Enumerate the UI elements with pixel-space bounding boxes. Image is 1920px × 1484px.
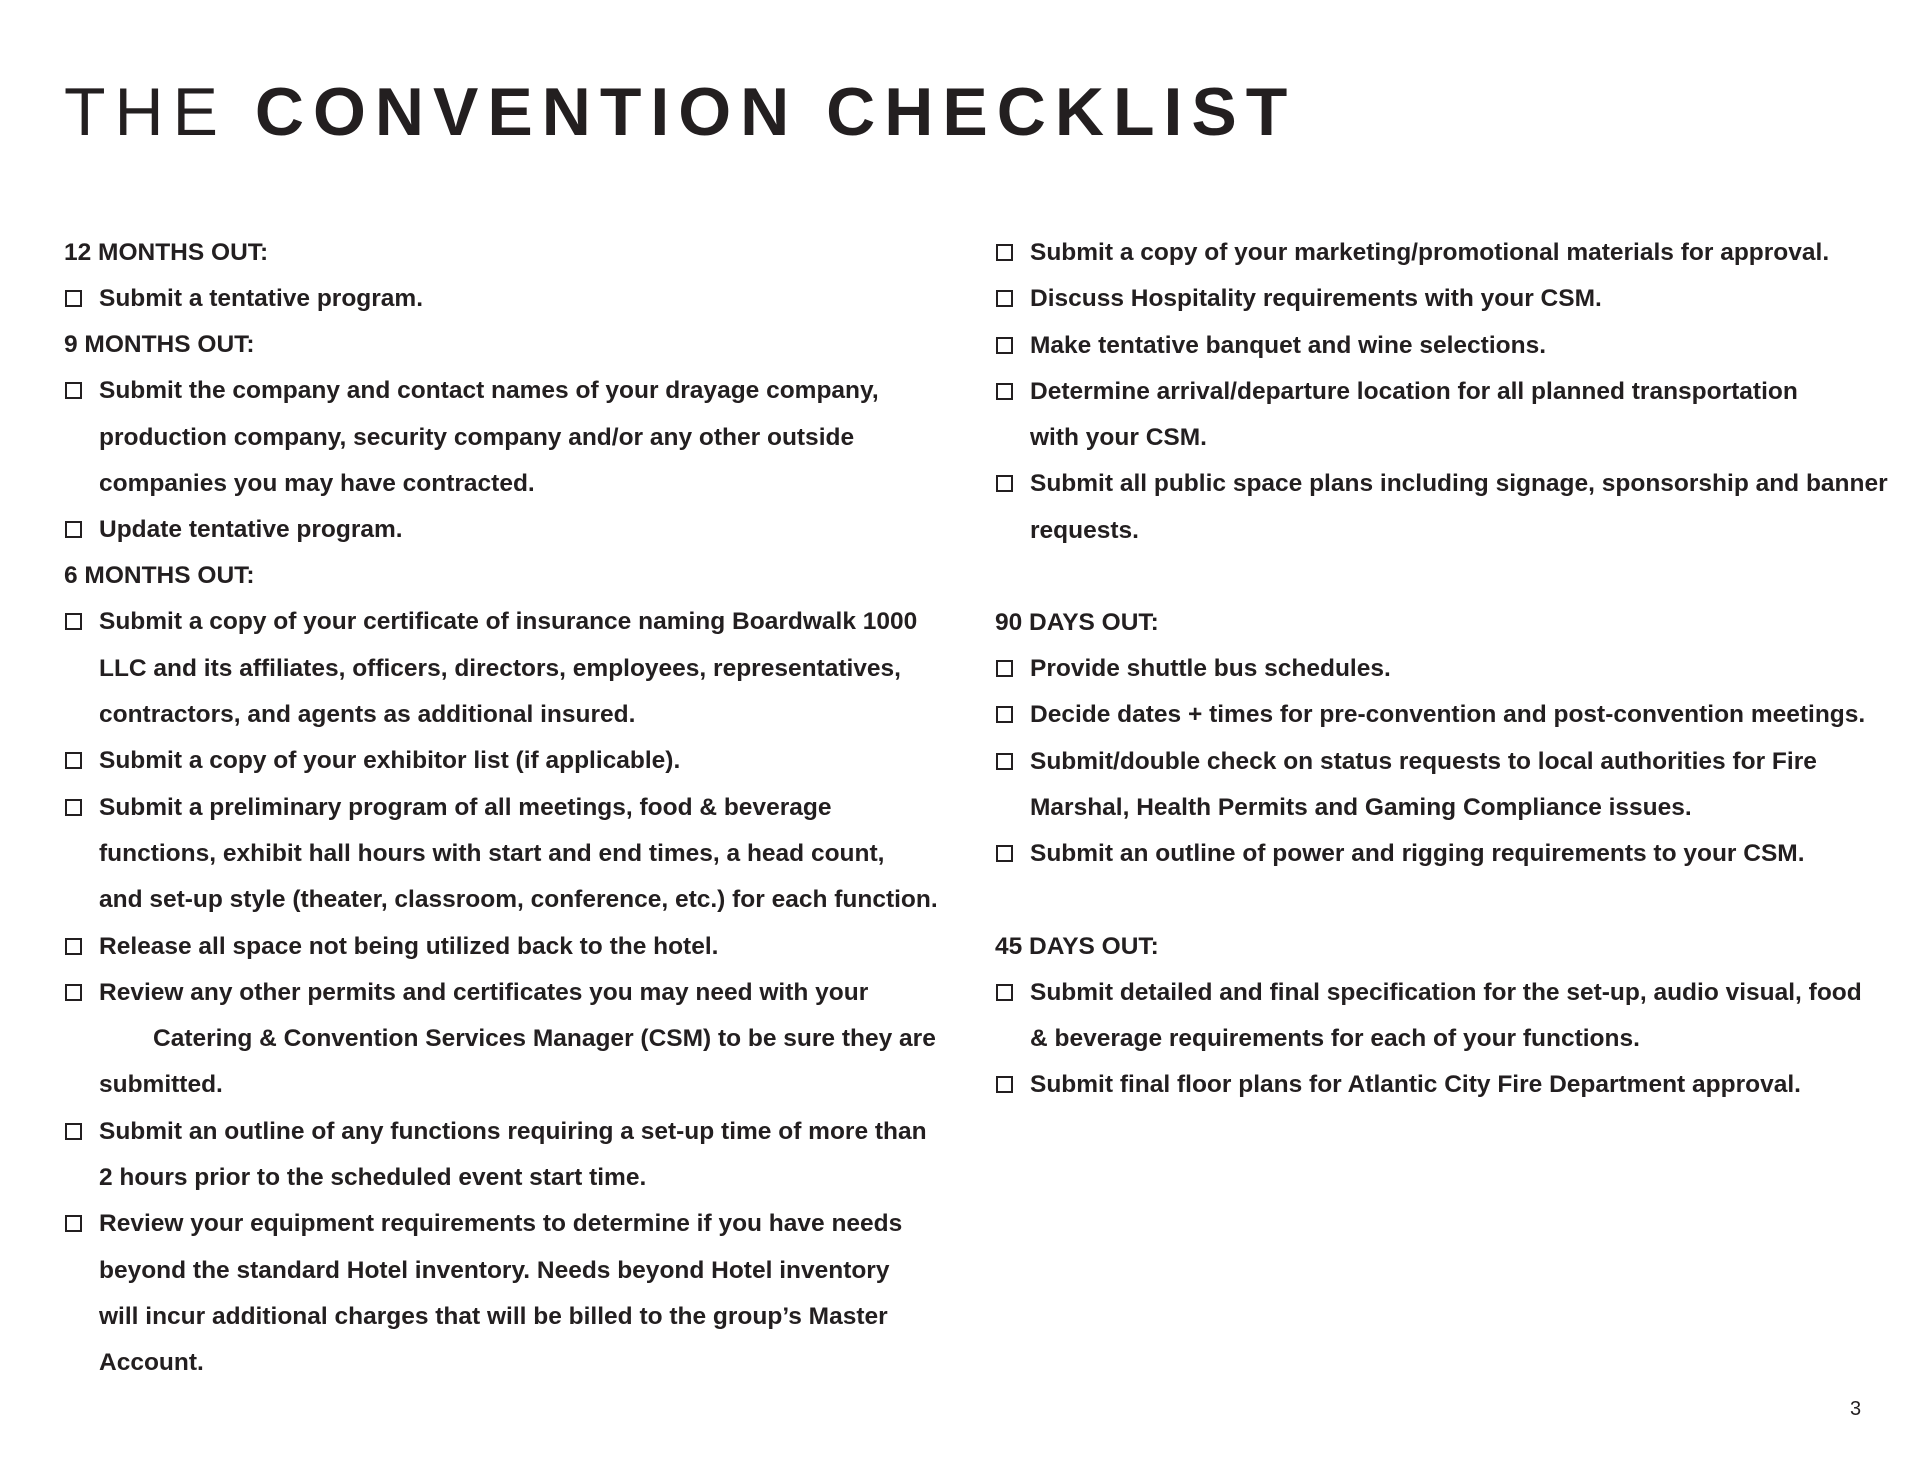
item-text: and set-up style (theater, classroom, conference, etc.) for each function. [99, 886, 938, 914]
checklist-item [995, 461, 1888, 554]
item-text: Submit/double check on status requests to local authorities for Fire [1030, 747, 1817, 775]
item-text: companies you may have contracted. [99, 469, 535, 497]
checkbox-icon[interactable] [65, 521, 82, 538]
item-text: contractors, and agents as additional insured. [99, 701, 636, 729]
checklist-item [64, 507, 944, 553]
right-column [995, 230, 1888, 1108]
checklist-item [64, 1109, 944, 1202]
checklist-item [64, 970, 944, 1109]
section-45-days [995, 924, 1875, 1109]
item-text: Account. [99, 1349, 204, 1377]
checkbox-icon[interactable] [65, 613, 82, 630]
item-text: Determine arrival/departure location for all planned transportation [1030, 377, 1798, 405]
item-text: Submit an outline of power and rigging requirements to your CSM. [1030, 840, 1805, 868]
item-text: Submit the company and contact names of your drayage company, [99, 377, 879, 405]
checkbox-icon[interactable] [996, 1076, 1013, 1093]
checklist-item [995, 970, 1875, 1063]
section-12-months [64, 230, 944, 322]
item-text: beyond the standard Hotel inventory. Needs beyond Hotel inventory [99, 1256, 890, 1284]
checklist-item [995, 369, 1875, 462]
item-text: Submit a copy of your marketing/promotional materials for approval. [1030, 239, 1830, 266]
checkbox-icon[interactable] [65, 984, 82, 1001]
section-6-months [64, 553, 944, 1386]
item-text: Submit a copy of your certificate of insurance naming Boardwalk 1000 [99, 608, 918, 636]
item-text: Make tentative banquet and wine selections. [1030, 331, 1546, 359]
item-text: Provide shuttle bus schedules. [1030, 655, 1391, 683]
spacer [995, 878, 1875, 924]
item-text: Marshal, Health Permits and Gaming Compliance issues. [1030, 793, 1692, 821]
checkbox-icon[interactable] [65, 1123, 82, 1140]
checkbox-icon[interactable] [996, 984, 1013, 1001]
item-text: Submit final floor plans for Atlantic City Fire Department approval. [1030, 1071, 1801, 1099]
checkbox-icon[interactable] [65, 938, 82, 955]
checkbox-icon[interactable] [996, 244, 1013, 261]
checkbox-icon[interactable] [65, 290, 82, 307]
page-number: 3 [1850, 1398, 1862, 1420]
checklist-item [995, 230, 1875, 276]
item-text: Decide dates + times for pre-convention and post-convention meetings. [1030, 701, 1866, 729]
checkbox-icon[interactable] [996, 753, 1013, 770]
section-heading: 90 DAYS OUT: [995, 609, 1159, 637]
item-text: Submit a copy of your exhibitor list (if applicable). [99, 747, 681, 775]
checkbox-icon[interactable] [65, 799, 82, 816]
checkbox-icon[interactable] [65, 752, 82, 769]
item-text: Submit all public space plans including signage, sponsorship and banner [1030, 470, 1888, 498]
item-text: Update tentative program. [99, 516, 403, 544]
checklist-item [995, 831, 1875, 877]
item-text: Catering & Convention Services Manager (CSM) to be sure they are [153, 1025, 936, 1053]
item-text: Submit detailed and final specification for the set-up, audio visual, food [1030, 978, 1862, 1006]
checklist-item [64, 276, 944, 322]
item-text: Discuss Hospitality requirements with your CSM. [1030, 285, 1602, 313]
item-text: 2 hours prior to the scheduled event start time. [99, 1164, 647, 1192]
checklist-item [64, 599, 944, 738]
item-text: Release all space not being utilized back to the hotel. [99, 932, 719, 960]
left-column [64, 230, 944, 1387]
checklist-item [64, 1201, 944, 1386]
checkbox-icon[interactable] [996, 290, 1013, 307]
section-9-months [64, 322, 944, 553]
section-heading: 45 DAYS OUT: [995, 932, 1159, 960]
checklist-item [64, 368, 944, 507]
checkbox-icon[interactable] [65, 1215, 82, 1232]
item-text: Review any other permits and certificates you may need with your [99, 978, 869, 1006]
checklist-item [64, 738, 944, 784]
checkbox-icon[interactable] [996, 706, 1013, 723]
checklist-item [995, 739, 1875, 832]
page-title [64, 72, 1296, 152]
item-text: & beverage requirements for each of your functions. [1030, 1024, 1640, 1052]
checklist-item [995, 323, 1875, 369]
title-light: THE [64, 74, 255, 150]
checkbox-icon[interactable] [996, 660, 1013, 677]
checkbox-icon[interactable] [65, 382, 82, 399]
section-heading: 6 MONTHS OUT: [64, 562, 255, 590]
checkbox-icon[interactable] [996, 337, 1013, 354]
section-90-days [995, 600, 1875, 877]
item-text: submitted. [99, 1071, 223, 1099]
checklist-item [995, 276, 1875, 322]
checklist-item [995, 1062, 1875, 1108]
checklist-item [64, 785, 944, 924]
section-continued [995, 230, 1888, 554]
section-heading: 12 MONTHS OUT: [64, 239, 269, 266]
spacer [995, 554, 1875, 600]
checkbox-icon[interactable] [996, 475, 1013, 492]
item-text: production company, security company and/or any other outside [99, 423, 855, 451]
item-text: LLC and its affiliates, officers, directors, employees, representatives, [99, 654, 901, 682]
item-text: Submit an outline of any functions requiring a set-up time of more than [99, 1117, 927, 1145]
checklist-item [995, 646, 1875, 692]
section-heading: 9 MONTHS OUT: [64, 331, 255, 359]
item-text: Review your equipment requirements to determine if you have needs [99, 1210, 903, 1238]
checkbox-icon[interactable] [996, 383, 1013, 400]
title-bold: CONVENTION CHECKLIST [254, 74, 1297, 150]
item-text: Submit a preliminary program of all meetings, food & beverage [99, 793, 832, 821]
item-text: functions, exhibit hall hours with start and end times, a head count, [99, 839, 885, 867]
item-text: requests. [1030, 516, 1139, 544]
item-text: Submit a tentative program. [99, 285, 424, 312]
checkbox-icon[interactable] [996, 845, 1013, 862]
checklist-item [995, 692, 1875, 738]
checklist-item [64, 924, 944, 970]
item-text: will incur additional charges that will be billed to the group’s Master [99, 1302, 888, 1330]
item-text: with your CSM. [1030, 424, 1207, 452]
